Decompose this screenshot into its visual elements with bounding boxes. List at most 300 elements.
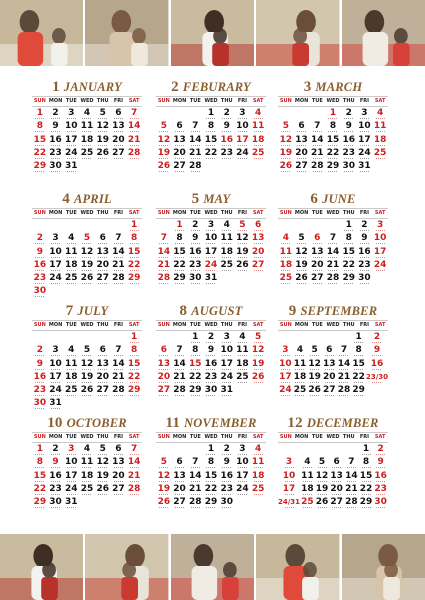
day-number: 7	[115, 233, 122, 244]
day-number: 29	[33, 161, 47, 172]
day-cell	[278, 148, 294, 161]
day-cell	[156, 135, 172, 148]
man-with-ball-photo	[171, 0, 256, 66]
weekday-label: TUE	[189, 434, 201, 440]
day-number: 12	[295, 246, 308, 257]
weekday-label: WED	[326, 434, 340, 440]
day-number: 3	[207, 220, 215, 230]
day-cell	[203, 497, 219, 510]
day-cell	[79, 345, 95, 358]
man-smiling-photo	[85, 0, 170, 66]
day-cell	[95, 359, 111, 372]
man-and-child-photo	[85, 534, 170, 600]
day-cell	[278, 372, 293, 385]
day-number: 25	[65, 273, 78, 284]
day-cell	[79, 385, 95, 398]
lunar-subtext	[303, 507, 312, 510]
weekday-label: THU	[220, 210, 233, 216]
lunar-subtext	[159, 507, 168, 510]
lunar-subtext	[191, 283, 200, 286]
day-number: 25	[80, 483, 94, 494]
day-cell	[187, 135, 203, 148]
lunar-subtext	[376, 158, 385, 161]
day-number: 4	[377, 108, 384, 118]
day-cell	[48, 220, 64, 233]
lunar-subtext	[372, 382, 381, 385]
month-january	[32, 76, 142, 181]
day-number: 2	[223, 108, 230, 118]
weekday-label: THU	[220, 98, 233, 104]
day-cell	[32, 260, 48, 273]
weekday-label: THU	[342, 322, 355, 328]
day-number: 7	[192, 121, 199, 132]
month-title	[278, 300, 388, 320]
day-cell	[250, 148, 266, 161]
day-number: 18	[236, 358, 249, 369]
day-cell	[250, 332, 266, 345]
day-cell	[219, 345, 235, 358]
man-kneeling-photo	[342, 534, 425, 600]
day-number: 16	[358, 246, 371, 257]
lunar-subtext	[82, 158, 91, 161]
day-number: 19	[157, 483, 171, 494]
day-number: 6	[314, 233, 321, 244]
day-number: 1	[362, 444, 370, 454]
day-number: 24	[220, 371, 233, 382]
day-number: 25	[220, 259, 233, 270]
day-cell	[351, 372, 366, 385]
day-number: 6	[176, 121, 183, 132]
day-number: 21	[112, 371, 125, 382]
day-cell	[341, 161, 357, 174]
day-number: 13	[173, 470, 186, 481]
day-cell	[309, 121, 325, 134]
day-cell	[32, 345, 48, 358]
day-number: 23/30	[365, 372, 388, 381]
day-cell	[278, 161, 294, 174]
day-cell	[63, 247, 79, 260]
day-cell	[79, 148, 95, 161]
lunar-subtext	[191, 507, 200, 510]
day-number: 19	[80, 259, 94, 270]
day-number: 4	[304, 457, 311, 468]
day-cell	[219, 444, 235, 457]
day-number: 8	[207, 121, 215, 132]
day-cell	[79, 260, 95, 273]
day-cell	[32, 484, 48, 497]
day-cell	[357, 273, 373, 286]
day-number: 3	[377, 220, 384, 230]
month-title	[156, 188, 266, 208]
day-cell	[235, 484, 251, 497]
day-cell	[337, 332, 352, 345]
day-cell	[126, 457, 142, 470]
day-cell	[187, 497, 203, 510]
day-cell	[294, 161, 310, 174]
day-cell	[337, 345, 352, 358]
day-cell	[187, 372, 203, 385]
day-cell	[372, 260, 388, 273]
day-number: 21	[127, 134, 141, 145]
weekday-label: SUN	[279, 98, 292, 104]
day-number: 25	[301, 497, 314, 508]
day-number: 23	[49, 483, 62, 494]
weekday-label: SAT	[252, 434, 264, 440]
day-number: 15	[352, 358, 365, 369]
day-number: 21	[189, 483, 202, 494]
day-cell	[187, 260, 203, 273]
day-cell	[63, 108, 79, 121]
month-name: DECEMBER	[306, 416, 379, 430]
day-number: 4	[68, 233, 75, 244]
lunar-subtext	[175, 171, 184, 174]
lunar-subtext	[339, 395, 348, 398]
day-cell	[111, 444, 127, 457]
day-cell	[32, 108, 48, 121]
day-cell	[32, 220, 48, 233]
day-number: 26	[96, 147, 109, 158]
day-cell	[187, 359, 203, 372]
day-cell	[187, 273, 203, 286]
month-number: 1	[52, 79, 60, 95]
day-cell	[315, 497, 330, 510]
day-number: 6	[99, 233, 106, 244]
day-cell	[235, 332, 251, 345]
day-number: 31	[220, 385, 233, 396]
day-number: 11	[236, 345, 249, 356]
day-cell	[357, 135, 373, 148]
day-cell	[219, 247, 235, 260]
day-cell	[79, 359, 95, 372]
day-number: 13	[96, 246, 109, 257]
month-title	[156, 300, 266, 320]
month-name: MARCH	[315, 80, 363, 94]
day-cell	[111, 484, 127, 497]
day-cell	[111, 471, 127, 484]
day-number: 28	[345, 497, 358, 508]
day-cell	[203, 148, 219, 161]
day-number: 29	[352, 385, 365, 396]
day-number: 23	[220, 147, 233, 158]
day-number: 24	[65, 147, 78, 158]
day-number: 8	[355, 345, 362, 356]
boy-pointing-photo	[0, 534, 85, 600]
day-cell	[172, 233, 188, 246]
day-cell	[95, 233, 111, 246]
day-number: 21	[189, 147, 202, 158]
day-number: 14	[173, 358, 186, 369]
month-august	[156, 300, 266, 405]
day-number: 20	[173, 483, 186, 494]
day-cell	[63, 345, 79, 358]
day-cell	[63, 385, 79, 398]
day-cell	[95, 247, 111, 260]
lunar-subtext	[376, 270, 385, 273]
day-cell	[235, 471, 251, 484]
day-number: 4	[282, 233, 289, 244]
lunar-subtext	[222, 158, 231, 161]
day-number: 2	[361, 220, 368, 230]
day-cell	[341, 121, 357, 134]
month-number: 5	[191, 191, 200, 207]
month-name: NOVEMBER	[184, 416, 257, 430]
weekday-label: TUE	[65, 210, 77, 216]
lunar-subtext	[206, 283, 215, 286]
day-number: 15	[204, 134, 218, 145]
day-number: 24	[49, 385, 62, 396]
day-cell	[219, 332, 235, 345]
day-number: 27	[251, 259, 265, 270]
month-feburary	[156, 76, 266, 181]
day-cell	[357, 161, 373, 174]
day-cell	[372, 108, 388, 121]
weekday-label: SAT	[128, 434, 140, 440]
day-number: 29	[173, 273, 186, 284]
day-number: 7	[176, 345, 183, 356]
day-cell	[203, 121, 219, 134]
day-number: 26	[96, 483, 109, 494]
weekday-label: THU	[96, 98, 109, 104]
day-number: 3	[68, 108, 75, 118]
lunar-subtext	[130, 158, 139, 161]
day-number: 23	[220, 483, 233, 494]
day-number: 12	[96, 121, 109, 132]
day-number: 5	[298, 233, 305, 244]
month-name: OCTOBER	[66, 416, 127, 430]
day-cell	[203, 220, 219, 233]
month-march	[278, 76, 388, 181]
day-number: 18	[65, 259, 78, 270]
month-title	[278, 188, 388, 208]
lunar-subtext	[98, 158, 107, 161]
day-cell	[126, 471, 142, 484]
lunar-subtext	[67, 283, 76, 286]
day-cell	[156, 161, 172, 174]
day-cell	[372, 135, 388, 148]
day-number: 19	[295, 259, 308, 270]
day-cell	[322, 345, 337, 358]
day-cell	[126, 247, 142, 260]
day-cell	[278, 345, 293, 358]
day-cell	[294, 135, 310, 148]
day-number: 5	[318, 457, 326, 468]
day-cell	[203, 457, 219, 470]
month-name: JUNE	[322, 192, 356, 206]
day-cell	[32, 372, 48, 385]
day-number: 6	[255, 220, 262, 230]
day-cell	[95, 108, 111, 121]
lunar-subtext	[347, 507, 356, 510]
lunar-subtext	[98, 494, 107, 497]
weekday-label: SAT	[252, 210, 264, 216]
day-number: 23	[33, 385, 47, 396]
lunar-subtext	[114, 395, 123, 398]
month-november	[156, 412, 266, 517]
day-number: 25	[279, 273, 293, 284]
day-cell	[95, 220, 111, 233]
weekday-label: SAT	[252, 98, 264, 104]
day-cell	[250, 135, 266, 148]
lunar-subtext	[98, 395, 107, 398]
day-number: 7	[314, 121, 321, 132]
day-number: 4	[239, 332, 246, 342]
day-number: 18	[279, 259, 293, 270]
day-cell	[111, 372, 127, 385]
day-cell	[235, 135, 251, 148]
day-number: 16	[342, 134, 355, 145]
lunar-subtext	[360, 283, 369, 286]
day-cell	[329, 444, 344, 457]
day-number: 25	[251, 483, 265, 494]
day-cell	[315, 471, 330, 484]
day-number: 6	[176, 457, 183, 468]
day-cell	[95, 260, 111, 273]
day-cell	[111, 457, 127, 470]
day-number: 30	[189, 273, 202, 284]
day-cell	[293, 345, 308, 358]
weekday-label: SUN	[157, 98, 170, 104]
day-number: 30	[33, 398, 47, 409]
day-cell	[294, 233, 310, 246]
weekday-label: FRI	[359, 98, 370, 104]
day-number: 27	[112, 483, 125, 494]
day-cell	[329, 457, 344, 470]
day-cell	[359, 484, 374, 497]
weekday-header	[156, 208, 266, 219]
day-cell	[278, 247, 294, 260]
day-cell	[111, 135, 127, 148]
day-cell	[219, 471, 235, 484]
day-number: 17	[236, 470, 249, 481]
day-cell	[48, 260, 64, 273]
lunar-subtext	[254, 158, 263, 161]
day-cell	[111, 148, 127, 161]
month-title	[278, 76, 388, 96]
day-cell	[48, 135, 64, 148]
day-grid	[156, 444, 266, 510]
weekday-label: TUE	[65, 434, 77, 440]
day-number: 3	[239, 444, 246, 454]
lunar-subtext	[238, 494, 247, 497]
day-cell	[156, 484, 172, 497]
day-number: 11	[80, 121, 94, 132]
day-cell	[250, 444, 266, 457]
day-cell	[293, 385, 308, 398]
lunar-subtext	[360, 171, 369, 174]
day-number: 10	[204, 233, 218, 244]
day-cell	[219, 372, 235, 385]
day-cell	[278, 220, 294, 233]
day-cell	[48, 108, 64, 121]
day-cell	[126, 233, 142, 246]
day-number: 30	[49, 161, 62, 172]
day-cell	[250, 471, 266, 484]
day-number: 13	[157, 358, 171, 369]
day-cell	[344, 457, 359, 470]
weekday-label: SUN	[279, 322, 292, 328]
day-number: 6	[115, 108, 122, 118]
day-cell	[126, 148, 142, 161]
day-cell	[187, 148, 203, 161]
weekday-label: WED	[80, 434, 94, 440]
day-cell	[278, 233, 294, 246]
day-number: 22	[204, 483, 218, 494]
day-cell	[187, 484, 203, 497]
day-cell	[126, 273, 142, 286]
month-name: FEBURARY	[182, 80, 251, 94]
day-cell	[293, 332, 308, 345]
weekday-label: MON	[172, 98, 187, 104]
day-number: 3	[361, 108, 368, 118]
day-number: 21	[127, 470, 141, 481]
weekday-label: SUN	[157, 322, 170, 328]
day-number: 21	[337, 371, 351, 382]
day-cell	[325, 135, 341, 148]
weekday-label: WED	[204, 98, 218, 104]
month-number: 4	[62, 191, 70, 207]
day-cell	[309, 135, 325, 148]
day-cell	[79, 135, 95, 148]
day-number: 20	[96, 259, 109, 270]
day-cell	[187, 220, 203, 233]
day-cell	[235, 233, 251, 246]
day-number: 7	[160, 233, 167, 244]
lunar-subtext	[51, 283, 60, 286]
lunar-subtext	[310, 395, 319, 398]
lunar-subtext	[175, 507, 184, 510]
child-in-red-photo	[171, 534, 256, 600]
day-cell	[203, 345, 219, 358]
day-cell	[219, 260, 235, 273]
weekday-label: MON	[172, 210, 187, 216]
weekday-header	[156, 96, 266, 107]
day-number: 17	[358, 134, 371, 145]
weekday-label: THU	[342, 98, 355, 104]
day-number: 25	[373, 147, 387, 158]
lunar-subtext	[295, 395, 304, 398]
month-number: 6	[310, 191, 319, 207]
lunar-subtext	[313, 171, 322, 174]
day-cell	[63, 135, 79, 148]
day-number: 1	[192, 332, 199, 342]
day-cell	[63, 148, 79, 161]
day-cell	[341, 108, 357, 121]
day-cell	[250, 457, 266, 470]
day-cell	[325, 260, 341, 273]
day-cell	[32, 332, 48, 345]
day-number: 26	[157, 497, 171, 508]
day-cell	[329, 471, 344, 484]
lunar-subtext	[67, 395, 76, 398]
lunar-subtext	[238, 382, 247, 385]
weekday-label: SUN	[33, 434, 46, 440]
day-cell	[48, 332, 64, 345]
day-cell	[172, 359, 188, 372]
day-cell	[366, 345, 388, 358]
day-cell	[111, 247, 127, 260]
day-cell	[366, 332, 388, 345]
day-number: 9	[223, 457, 230, 468]
day-cell	[79, 108, 95, 121]
day-number: 3	[285, 457, 293, 468]
month-name: JULY	[77, 304, 109, 318]
weekday-label: MON	[294, 98, 309, 104]
day-number: 27	[173, 497, 186, 508]
day-cell	[63, 497, 79, 510]
day-number: 16	[33, 259, 47, 270]
day-grid	[32, 108, 142, 174]
day-cell	[79, 471, 95, 484]
